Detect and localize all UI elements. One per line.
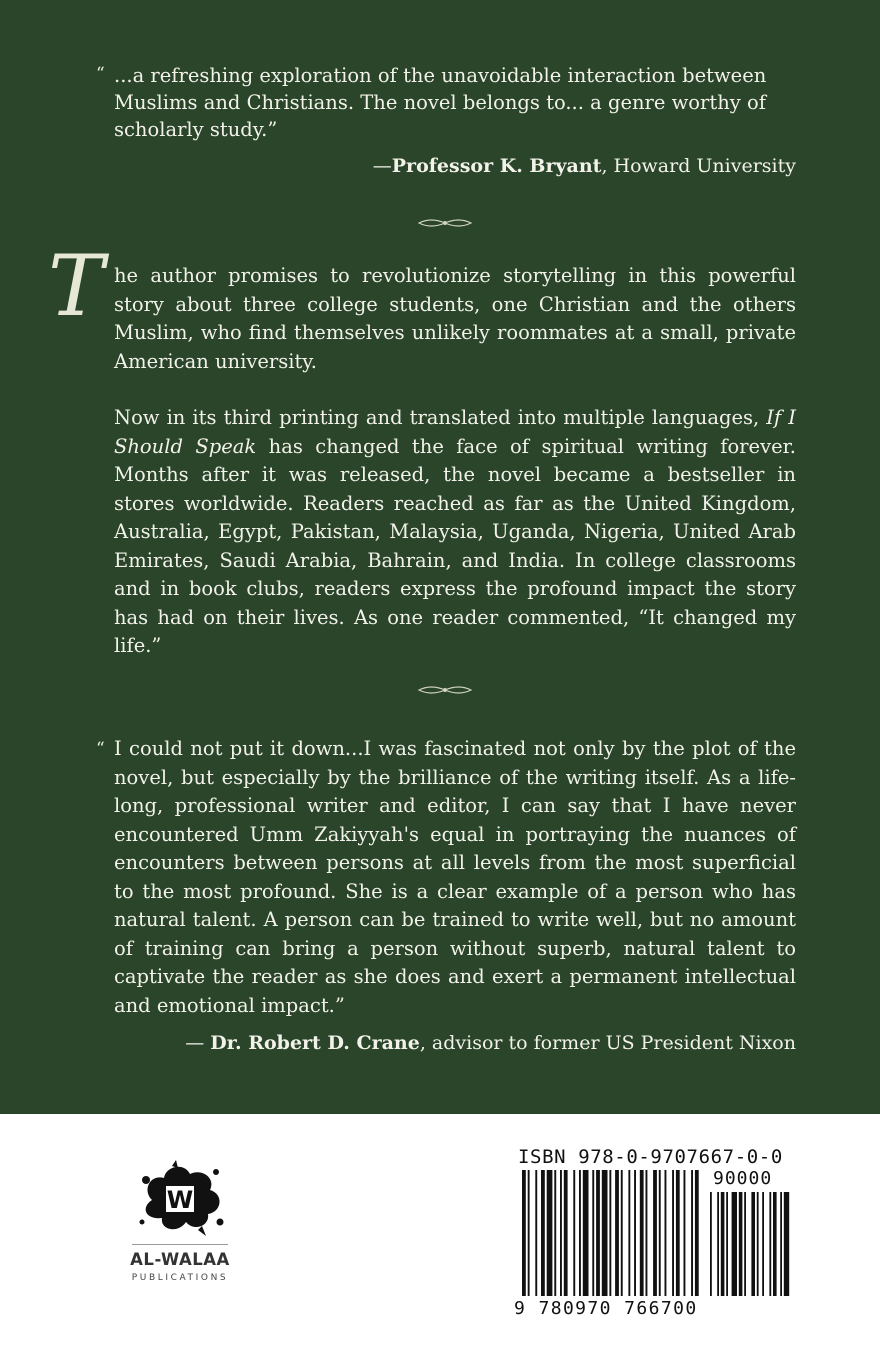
price-barcode-bar [721, 1192, 725, 1296]
barcode-bar [659, 1170, 661, 1296]
book-description [48, 237, 797, 661]
review-quote-crane [96, 735, 796, 1020]
price-barcode-bar [739, 1192, 743, 1296]
description-paragraph-2 [114, 404, 796, 661]
book-title: If I Should Speak [114, 406, 796, 458]
opening-quote-mark: “ [96, 64, 105, 84]
quote-attribution-crane [185, 1032, 796, 1054]
dropcap-letter: T [48, 237, 105, 335]
price-barcode-bar [784, 1192, 789, 1296]
description-paragraph-1: he author promises to revolutionize storytelling in this powerful story about three college students, one Christian and the others Muslim, who find themselves unlikely roommates at a small, private American university. [114, 264, 796, 373]
barcode-bar [573, 1170, 575, 1296]
barcode-bar [676, 1170, 680, 1296]
price-barcode-bar [762, 1192, 764, 1296]
price-barcode-bar [757, 1192, 759, 1296]
barcode-bar [592, 1170, 594, 1296]
barcode-bar [564, 1170, 568, 1296]
logo-rule [132, 1244, 228, 1245]
barcode-bar [602, 1170, 608, 1296]
barcode-bar [579, 1170, 581, 1296]
attribution-affiliation: , Howard University [601, 155, 796, 177]
review-quote-bryant [96, 62, 796, 143]
ornament-divider-icon [417, 684, 473, 696]
logo-letter: W [166, 1186, 194, 1214]
quote-text: ...a refreshing exploration of the unavoidable interaction between Muslims and Christians. The novel belongs to... a genre worthy of scholarly study.” [114, 64, 767, 141]
opening-quote-mark: “ [96, 739, 105, 759]
barcode-bar [634, 1170, 636, 1296]
price-barcode-bar [751, 1192, 755, 1296]
barcode-bar [554, 1170, 556, 1296]
attribution-name: Professor K. Bryant [391, 155, 602, 177]
isbn-barcode [510, 1142, 796, 1324]
isbn-number: ISBN 978-0-9707667-0-0 [518, 1146, 783, 1168]
ink-splash-icon [132, 1160, 228, 1238]
attribution-affiliation: , advisor to former US President Nixon [419, 1032, 796, 1054]
barcode-bar [665, 1170, 667, 1296]
barcode-bar [583, 1170, 589, 1296]
barcode-bar [691, 1170, 693, 1296]
attribution-dash: — [372, 155, 392, 177]
barcode-digits: 9 780970 766700 [514, 1298, 698, 1319]
quote-text: I could not put it down...I was fascinated not only by the plot of the novel, but especially by the brilliance of the writing itself. As a life-long, professional writer and editor, I can say that I have never encountered Umm Zakiyyah's equal in portraying the nuances of encounters between persons at all levels from the most superficial to the most profound. She is a clear example of a person who has natural talent. A person can be trained to write well, but no amount of training can bring a person without superb, natural talent to captivate the reader as she does and exert a permanent intellectual and emotional impact.” [114, 737, 796, 1017]
barcode-bar [695, 1170, 699, 1296]
ornament-divider-icon [417, 217, 473, 229]
barcode-bar [628, 1170, 630, 1296]
price-barcode-bar [726, 1192, 728, 1296]
barcode-bar [535, 1170, 537, 1296]
barcode-bar [672, 1170, 674, 1296]
barcode-bar [596, 1170, 600, 1296]
barcode-bar [621, 1170, 623, 1296]
paragraph-2-intro: Now in its third printing and translated into multiple languages, [114, 406, 760, 429]
price-barcode-bar [780, 1192, 782, 1296]
attribution-dash: — [185, 1032, 211, 1054]
price-barcode-bar [744, 1192, 746, 1296]
barcode-bar [522, 1170, 526, 1296]
publisher-name: AL-WALAA [130, 1250, 230, 1269]
price-barcode-bar [769, 1192, 771, 1296]
barcode-bar [560, 1170, 562, 1296]
publisher-subtitle: PUBLICATIONS [131, 1273, 229, 1283]
barcode-bar [541, 1170, 545, 1296]
price-barcode-bar [773, 1192, 777, 1296]
price-barcode-bar [717, 1192, 719, 1296]
paragraph-2-body: has changed the face of spiritual writing forever. Months after it was released, the novel became a bestseller in stores worldwide. Readers reached as far as the United Kingdom, Australia, Egypt, Pakistan, Malaysia, Uganda, Nigeria, United Arab Emirates, Saudi Arabia, Bahrain, and India. In college classrooms and in book clubs, readers express the profound impact the story has had on their lives. As one reader commented, “It changed my life.” [114, 434, 797, 657]
barcode-bar [640, 1170, 644, 1296]
attribution-name: Dr. Robert D. Crane [210, 1032, 420, 1054]
quote-attribution-bryant [373, 155, 796, 177]
price-barcode-bar [710, 1192, 712, 1296]
barcode-bar [653, 1170, 657, 1296]
price-code: 90000 [713, 1168, 773, 1189]
barcode-bar [684, 1170, 686, 1296]
barcode-bar [615, 1170, 619, 1296]
price-barcode-bar [732, 1192, 737, 1296]
barcode-bar [547, 1170, 553, 1296]
barcode-bar [609, 1170, 611, 1296]
barcode-bar [646, 1170, 648, 1296]
barcode-bar [528, 1170, 530, 1296]
